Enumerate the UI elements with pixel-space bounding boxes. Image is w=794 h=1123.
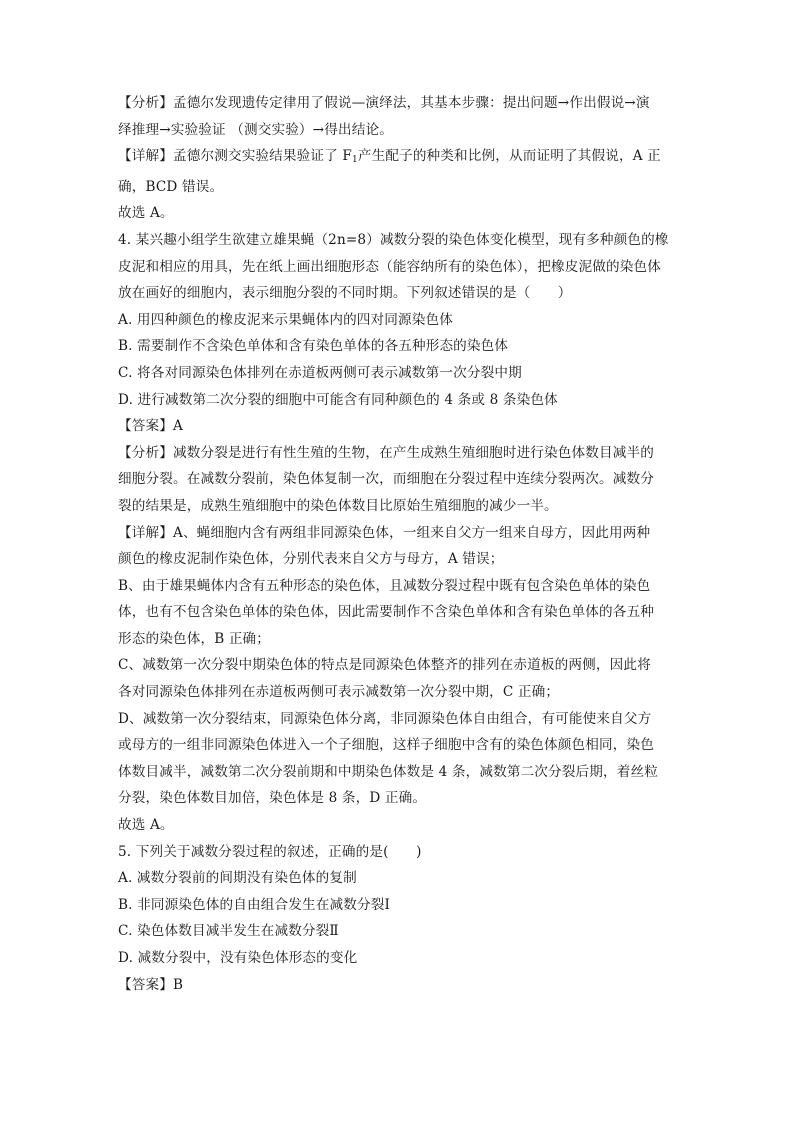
text-line: D、减数第一次分裂结束，同源染色体分离，非同源染色体自由组合，有可能使来自父方: [118, 710, 652, 727]
text-line: 形态的染色体，B 正确；: [118, 630, 271, 647]
option-d: D. 减数分裂中，没有染色体形态的变化: [118, 950, 358, 966]
option-b: B. 需要制作不含染色单体和含有染色单体的各五种形态的染色体: [118, 338, 509, 355]
text-line: 或母方的一组非同源染色体进入一个子细胞，这样子细胞中含有的染色体颜色相同，染色: [118, 737, 655, 754]
option-d: D. 进行减数第二次分裂的细胞中可能含有同种颜色的 4 条或 8 条染色体: [118, 391, 558, 408]
question-stem: 5. 下列关于减数分裂过程的叙述，正确的是( ): [118, 843, 422, 860]
option-a: A. 减数分裂前的间期没有染色体的复制: [118, 870, 357, 887]
text-line: 放在画好的细胞内，表示细胞分裂的不同时期。下列叙述错误的是（ ）: [118, 285, 572, 302]
text-line: 体数目减半，减数第二次分裂前期和中期染色体数是 4 条，减数第二次分裂后期，着丝粒: [118, 763, 659, 780]
text-line: [118, 143, 678, 174]
text-segment: 产生配子的种类和比例，从而证明了其假说，A 正: [357, 148, 661, 165]
option-c: C. 染色体数目减半发生在减数分裂Ⅱ: [118, 923, 339, 940]
text-line: 【详解】A、蝇细胞内含有两组非同源染色体，一组来自父方一组来自母方，因此用两种: [118, 524, 651, 541]
text-line: 【分析】孟德尔发现遗传定律用了假说—演绎法，其基本步骤：提出问题→作出假说→演: [118, 95, 650, 111]
text-line: 故选 A。: [118, 817, 174, 834]
text-segment: 【详解】孟德尔测交实验结果验证了 F: [118, 148, 352, 165]
subscript: 1: [351, 155, 358, 166]
text-line: 【分析】减数分裂是进行有性生殖的生物，在产生成熟生殖细胞时进行染色体数目减半的: [118, 444, 655, 461]
option-b: B. 非同源染色体的自由组合发生在减数分裂Ⅰ: [118, 896, 390, 913]
text-line: 裂的结果是，成熟生殖细胞中的染色体数目比原始生殖细胞的减少一半。: [118, 497, 558, 514]
answer-line: 【答案】A: [118, 418, 183, 435]
document-body: [118, 90, 678, 998]
text-line: 各对同源染色体排列在赤道板两侧可表示减数第一次分裂中期，C 正确；: [118, 684, 560, 701]
text-line: 细胞分裂。在减数分裂前，染色体复制一次，而细胞在分裂过程中连续分裂两次。减数分: [118, 471, 655, 488]
text-line: 颜色的橡皮泥制作染色体，分别代表来自父方与母方，A 错误；: [118, 551, 504, 568]
answer-line: 【答案】B: [118, 976, 184, 993]
text-line: 体，也有不包含染色单体的染色体，因此需要制作不含染色单体和含有染色单体的各五种: [118, 604, 655, 621]
text-line: B、由于雄果蝇体内含有五种形态的染色体，且减数分裂过程中既有包含染色单体的染色: [118, 577, 651, 594]
option-a: A. 用四种颜色的橡皮泥来示果蝇体内的四对同源染色体: [118, 311, 454, 328]
text-line: 绎推理→实验验证 （测交实验）→得出结论。: [118, 121, 393, 138]
question-stem: 4. 某兴趣小组学生欲建立雄果蝇（2n=8）减数分裂的染色体变化模型，现有多种颜色的橡: [118, 231, 669, 248]
text-line: 确，BCD 错误。: [118, 178, 224, 195]
text-line: 故选 A。: [118, 205, 174, 222]
option-c: C. 将各对同源染色体排列在赤道板两侧可表示减数第一次分裂中期: [118, 364, 522, 381]
text-line: 皮泥和相应的用具，先在纸上画出细胞形态（能容纳所有的染色体），把橡皮泥做的染色体: [118, 258, 661, 275]
text-line: 分裂，染色体数目加倍，染色体是 8 条，D 正确。: [118, 790, 427, 807]
text-line: C、减数第一次分裂中期染色体的特点是同源染色体整齐的排列在赤道板的两侧，因此将: [118, 657, 651, 674]
